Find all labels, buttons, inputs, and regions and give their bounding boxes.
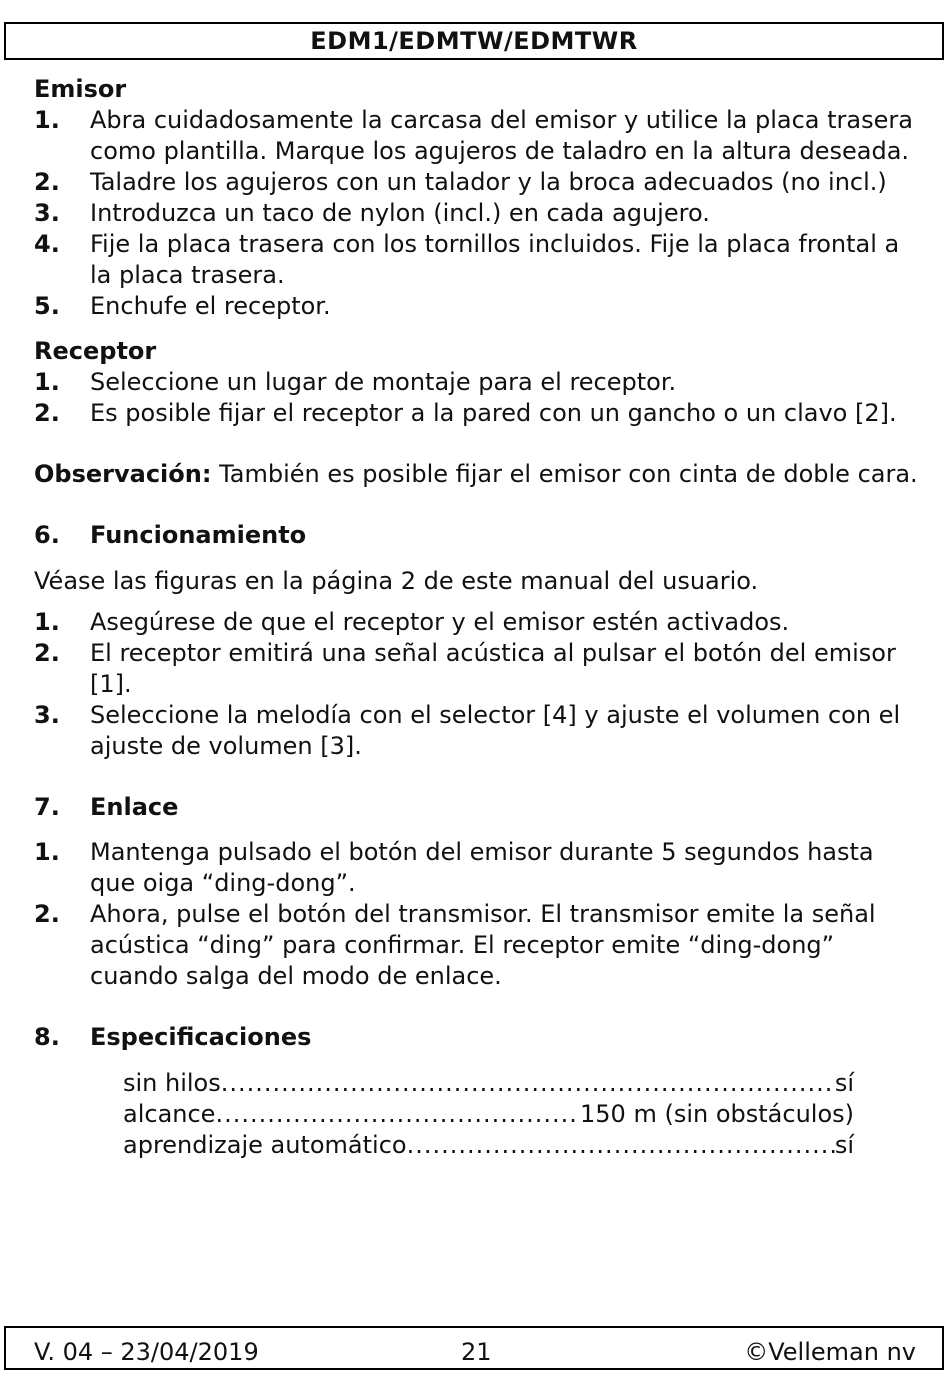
step-text: El receptor emitirá una señal acústica al pulsar el botón del emisor [1].	[90, 639, 896, 698]
list-item	[34, 105, 924, 167]
list-item	[34, 229, 924, 291]
page-content	[34, 74, 924, 1161]
list-item	[34, 837, 924, 899]
note-label: Observación:	[34, 460, 212, 488]
step-number: 1.	[34, 608, 60, 636]
receptor-steps	[34, 367, 924, 429]
section-heading-especificaciones	[34, 1022, 924, 1053]
list-item	[34, 291, 924, 322]
enlace-steps	[34, 837, 924, 992]
step-text: Abra cuidadosamente la carcasa del emisor y utilice la placa trasera como plantilla. Marque los agujeros de taladro en la altura deseada.	[90, 106, 913, 165]
section-number: 7.	[34, 793, 60, 821]
footer-version: V. 04 – 23/04/2019	[34, 1338, 259, 1366]
step-number: 1.	[34, 106, 60, 134]
funcionamiento-steps	[34, 607, 924, 762]
spec-leader	[221, 1068, 835, 1099]
spec-table	[123, 1068, 854, 1161]
spec-value: sí	[834, 1069, 854, 1097]
step-text: Es posible fijar el receptor a la pared con un gancho o un clavo [2].	[90, 399, 897, 427]
section-title: Especificaciones	[90, 1023, 312, 1051]
step-text: Seleccione un lugar de montaje para el receptor.	[90, 368, 677, 396]
list-item	[34, 167, 924, 198]
spec-row	[123, 1068, 854, 1099]
section-heading-funcionamiento	[34, 520, 924, 551]
list-item	[34, 198, 924, 229]
note-paragraph	[34, 459, 924, 490]
funcionamiento-intro: Véase las figuras en la página 2 de este manual del usuario.	[34, 567, 759, 595]
spec-label: sin hilos	[123, 1069, 221, 1097]
step-text: Asegúrese de que el receptor y el emisor estén activados.	[90, 608, 790, 636]
step-text: Mantenga pulsado el botón del emisor durante 5 segundos hasta que oiga “ding-dong”.	[90, 838, 874, 897]
list-item	[34, 638, 924, 700]
step-number: 2.	[34, 399, 60, 427]
emisor-heading: Emisor	[34, 75, 127, 103]
section-title: Funcionamiento	[90, 521, 307, 549]
spec-value: 150 m (sin obstáculos)	[580, 1100, 854, 1128]
step-text: Taladre los agujeros con un talador y la broca adecuados (no incl.)	[90, 168, 887, 196]
step-text: Introduzca un taco de nylon (incl.) en cada agujero.	[90, 199, 710, 227]
step-text: Enchufe el receptor.	[90, 292, 331, 320]
section-heading-enlace	[34, 792, 924, 823]
section-title: Enlace	[90, 793, 179, 821]
step-text: Ahora, pulse el botón del transmisor. El transmisor emite la señal acústica “ding” para confirmar. El receptor emite “ding-dong” cuando salga del modo de enlace.	[90, 900, 876, 990]
step-number: 3.	[34, 199, 60, 227]
section-number: 6.	[34, 521, 60, 549]
list-item	[34, 367, 924, 398]
list-item	[34, 607, 924, 638]
list-item	[34, 899, 924, 992]
spec-leader	[407, 1130, 835, 1161]
step-number: 1.	[34, 838, 60, 866]
step-text: Seleccione la melodía con el selector [4] y ajuste el volumen con el ajuste de volumen [3].	[90, 701, 901, 760]
emisor-steps	[34, 105, 924, 322]
document-footer	[4, 1326, 944, 1370]
step-number: 2.	[34, 639, 60, 667]
step-number: 4.	[34, 230, 60, 258]
step-number: 1.	[34, 368, 60, 396]
spec-row	[123, 1130, 854, 1161]
note-text: También es posible fijar el emisor con cinta de doble cara.	[211, 460, 918, 488]
step-number: 2.	[34, 900, 60, 928]
receptor-heading: Receptor	[34, 337, 157, 365]
spec-leader	[215, 1099, 580, 1130]
step-number: 3.	[34, 701, 60, 729]
document-header	[4, 22, 944, 60]
list-item	[34, 398, 924, 429]
spec-value: sí	[834, 1131, 854, 1159]
step-text: Fije la placa trasera con los tornillos incluidos. Fije la placa frontal a la placa trasera.	[90, 230, 900, 289]
model-title: EDM1/EDMTW/EDMTWR	[310, 27, 638, 55]
spec-row	[123, 1099, 854, 1130]
footer-page-number: 21	[461, 1338, 492, 1366]
section-number: 8.	[34, 1023, 60, 1051]
step-number: 5.	[34, 292, 60, 320]
list-item	[34, 700, 924, 762]
step-number: 2.	[34, 168, 60, 196]
spec-label: aprendizaje automático	[123, 1131, 407, 1159]
footer-copyright: ©Velleman nv	[744, 1338, 916, 1366]
spec-label: alcance	[123, 1100, 216, 1128]
